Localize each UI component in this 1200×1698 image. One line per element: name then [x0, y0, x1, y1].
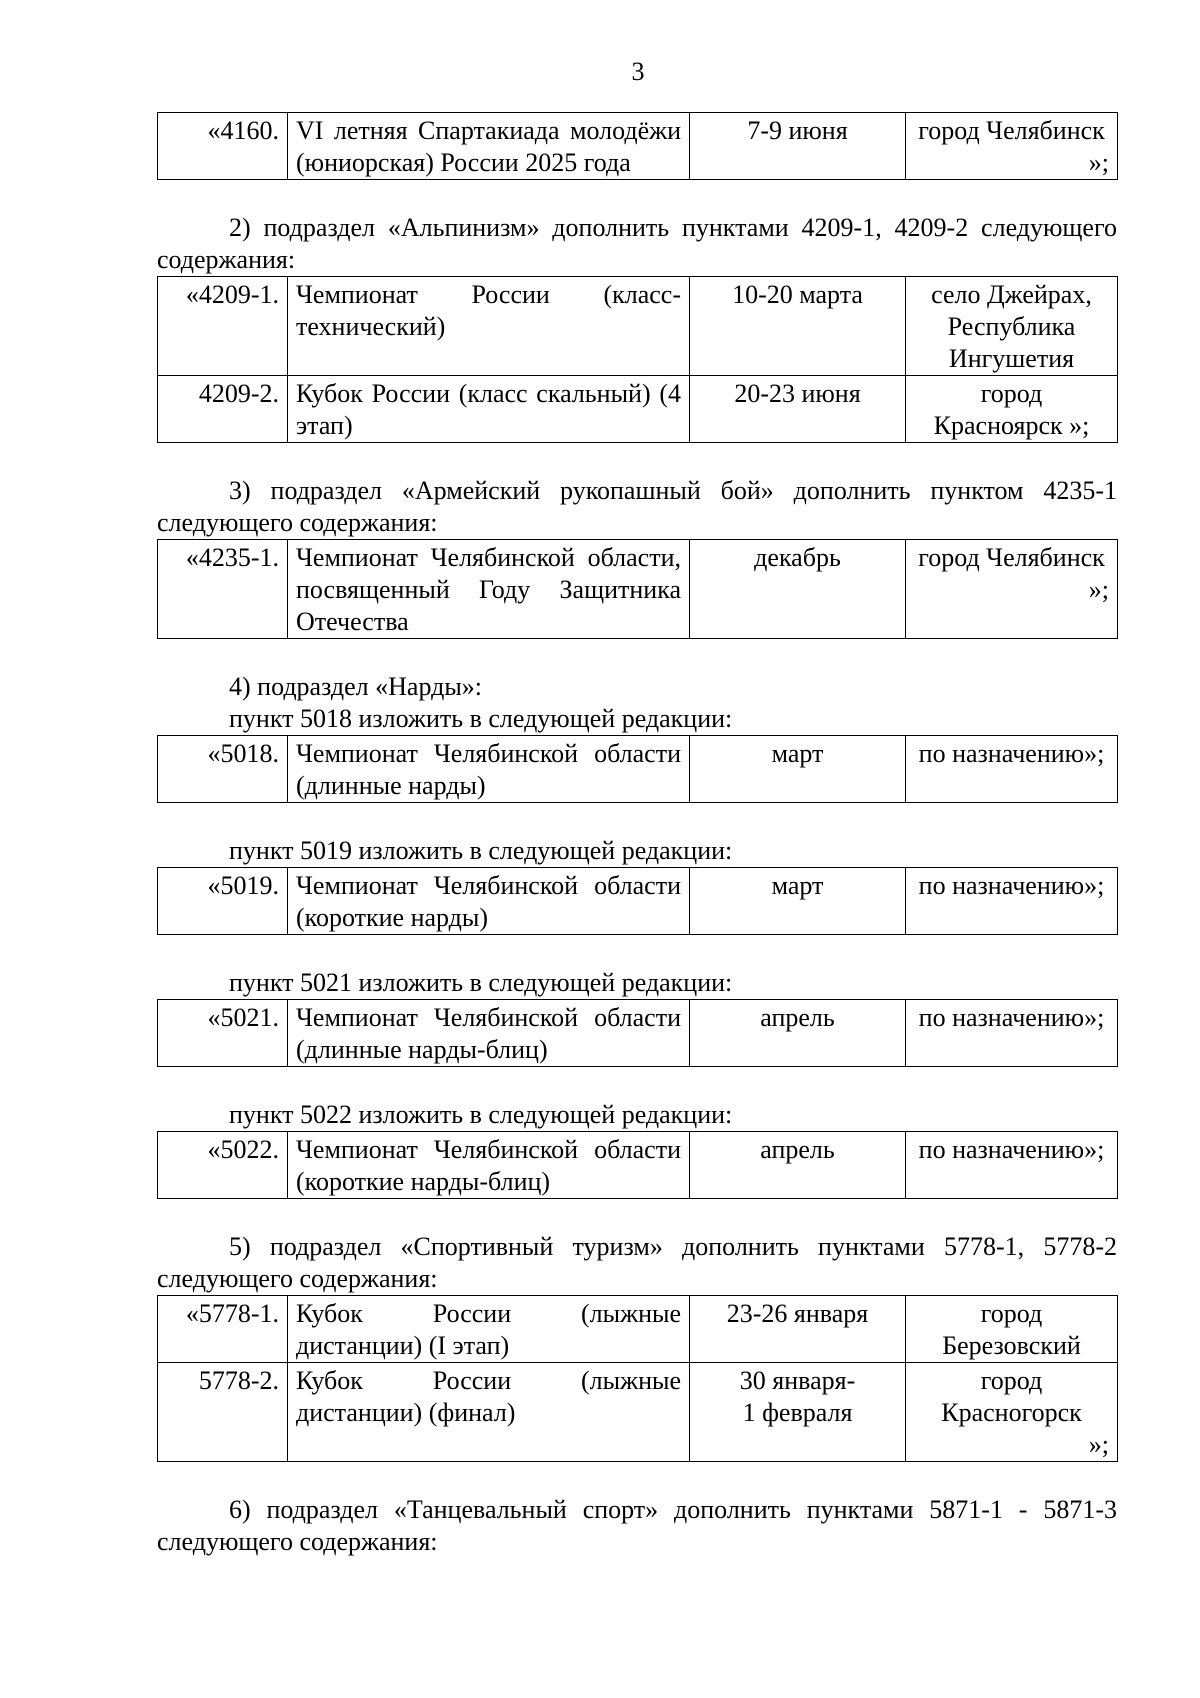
closing-quote: »;: [1088, 148, 1109, 177]
item-number: 5778-2.: [158, 1363, 288, 1462]
event-name: Чемпионат России (класс-технический): [288, 277, 690, 376]
item-number: «5022.: [158, 1132, 288, 1199]
item-number: «5019.: [158, 868, 288, 935]
paragraph: 2) подраздел «Альпинизм» дополнить пунктами 4209-1, 4209-2 следующего содержания:: [157, 213, 1117, 274]
item-number: «5018.: [158, 736, 288, 803]
event-date: март: [690, 736, 906, 803]
table-row: [158, 113, 1118, 180]
document-body: [157, 112, 1117, 1558]
table-row: [158, 540, 1118, 639]
event-date: март: [690, 868, 906, 935]
event-name: Чемпионат Челябинской области (короткие нарды): [288, 868, 690, 935]
event-place: по назначению»;: [906, 1132, 1118, 1199]
event-name: Кубок России (лыжные дистанции) (I этап): [288, 1296, 690, 1363]
event-name: Чемпионат Челябинской области, посвященный Году Защитника Отечества: [288, 540, 690, 639]
closing-quote: »;: [1088, 575, 1109, 604]
item-number: «4160.: [158, 113, 288, 180]
event-place: город Челябинск »;: [906, 540, 1118, 639]
event-name: Чемпионат Челябинской области (короткие нарды-блиц): [288, 1132, 690, 1199]
event-name: Чемпионат Челябинской области (длинные нарды-блиц): [288, 1000, 690, 1067]
event-place: город Красногорск »;: [906, 1363, 1118, 1462]
event-place: по назначению»;: [906, 1000, 1118, 1067]
event-place: по назначению»;: [906, 868, 1118, 935]
item-number: «4235-1.: [158, 540, 288, 639]
text-line: пункт 5022 изложить в следующей редакции:: [229, 1100, 733, 1129]
item-table: [157, 999, 1118, 1067]
table-row: [158, 736, 1118, 803]
event-name: Кубок России (лыжные дистанции) (финал): [288, 1363, 690, 1462]
page-number: 3: [631, 57, 645, 86]
event-name: VI летняя Спартакиада молодёжи (юниорская) России 2025 года: [288, 113, 690, 180]
table-row: [158, 1296, 1118, 1363]
table-row: [158, 376, 1118, 443]
table-row: [158, 277, 1118, 376]
event-name: Чемпионат Челябинской области (длинные нарды): [288, 736, 690, 803]
event-place: село Джейрах, Республика Ингушетия: [906, 277, 1118, 376]
event-place: город Березовский: [906, 1296, 1118, 1363]
event-name: Кубок России (класс скальный) (4 этап): [288, 376, 690, 443]
item-number: «5778-1.: [158, 1296, 288, 1363]
event-date: декабрь: [690, 540, 906, 639]
item-table: [157, 276, 1118, 443]
event-date: апрель: [690, 1132, 906, 1199]
event-date: 30 января- 1 февраля: [690, 1363, 906, 1462]
event-date: 23-26 января: [690, 1296, 906, 1363]
text-line: 4) подраздел «Нарды»:: [229, 672, 483, 701]
table-row: [158, 1132, 1118, 1199]
table-row: [158, 1363, 1118, 1462]
event-date: 20-23 июня: [690, 376, 906, 443]
item-table: [157, 1131, 1118, 1199]
text-line: пункт 5018 изложить в следующей редакции:: [229, 704, 733, 733]
text-line: пункт 5019 изложить в следующей редакции:: [229, 836, 733, 865]
paragraph: 3) подраздел «Армейский рукопашный бой» дополнить пунктом 4235-1 следующего содержания:: [157, 476, 1117, 537]
item-table: [157, 539, 1118, 639]
item-table: [157, 867, 1118, 935]
closing-quote: »;: [1088, 1430, 1109, 1459]
item-number: «4209-1.: [158, 277, 288, 376]
item-table: [157, 735, 1118, 803]
paragraph: 5) подраздел «Спортивный туризм» дополнить пунктами 5778-1, 5778-2 следующего содержания:: [157, 1232, 1117, 1293]
item-number: «5021.: [158, 1000, 288, 1067]
event-date: 7-9 июня: [690, 113, 906, 180]
table-row: [158, 868, 1118, 935]
item-number: 4209-2.: [158, 376, 288, 443]
event-place: город Красноярск »;: [906, 376, 1118, 443]
item-table: [157, 112, 1118, 180]
event-date: 10-20 марта: [690, 277, 906, 376]
event-place: город Челябинск »;: [906, 113, 1118, 180]
paragraph: 6) подраздел «Танцевальный спорт» дополнить пунктами 5871-1 - 5871-3 следующего содержания:: [157, 1495, 1117, 1556]
item-table: [157, 1295, 1118, 1462]
table-row: [158, 1000, 1118, 1067]
event-place: по назначению»;: [906, 736, 1118, 803]
event-date: апрель: [690, 1000, 906, 1067]
text-line: пункт 5021 изложить в следующей редакции:: [229, 968, 733, 997]
